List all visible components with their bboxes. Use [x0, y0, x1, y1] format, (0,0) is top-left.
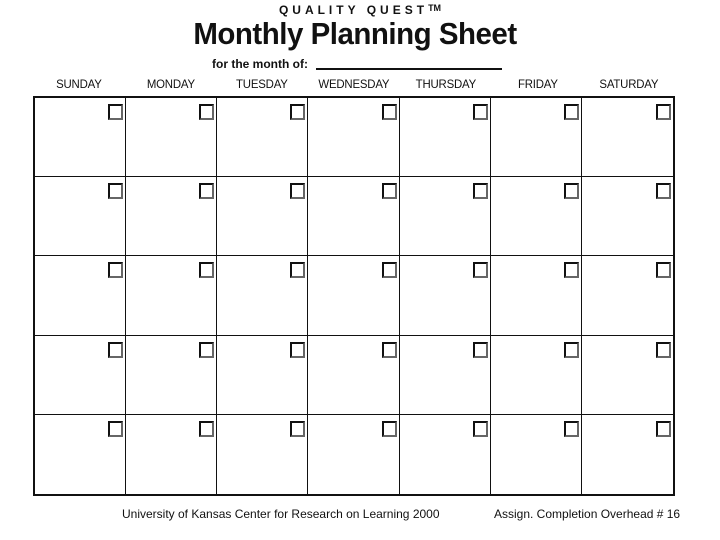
calendar-day-cell[interactable] [217, 415, 308, 494]
weekday-label-tuesday: TUESDAY [236, 77, 289, 91]
calendar-day-cell[interactable] [400, 415, 491, 494]
calendar-day-cell[interactable] [308, 256, 399, 335]
weekday-label-friday: FRIDAY [517, 77, 558, 91]
day-checkbox[interactable] [382, 421, 397, 437]
day-checkbox[interactable] [656, 421, 671, 437]
day-checkbox[interactable] [473, 342, 488, 358]
footer-caption: Assign. Completion Overhead # 16 [494, 507, 681, 521]
calendar-day-cell[interactable] [400, 98, 491, 177]
day-checkbox[interactable] [108, 104, 123, 120]
weekday-label-saturday: SATURDAY [599, 77, 659, 91]
day-checkbox[interactable] [564, 183, 579, 199]
day-checkbox[interactable] [290, 421, 305, 437]
calendar-day-cell[interactable] [491, 177, 582, 256]
calendar-day-cell[interactable] [126, 336, 217, 415]
calendar-day-cell[interactable] [308, 415, 399, 494]
day-checkbox[interactable] [382, 342, 397, 358]
calendar-day-cell[interactable] [126, 177, 217, 256]
month-label: for the month of: [212, 57, 308, 71]
calendar-day-cell[interactable] [308, 177, 399, 256]
weekday-header [33, 77, 675, 95]
weekday-label-wednesday: WEDNESDAY [318, 77, 390, 91]
calendar-day-cell[interactable] [582, 177, 673, 256]
day-checkbox[interactable] [199, 183, 214, 199]
day-checkbox[interactable] [290, 342, 305, 358]
calendar-day-cell[interactable] [582, 256, 673, 335]
footer-source: University of Kansas Center for Research on Learning 2000 [122, 507, 440, 521]
day-checkbox[interactable] [382, 183, 397, 199]
day-checkbox[interactable] [199, 421, 214, 437]
day-checkbox[interactable] [382, 104, 397, 120]
day-checkbox[interactable] [656, 342, 671, 358]
calendar-day-cell[interactable] [35, 336, 126, 415]
month-blank-line[interactable] [316, 68, 502, 70]
day-checkbox[interactable] [564, 104, 579, 120]
calendar-day-cell[interactable] [35, 98, 126, 177]
calendar-day-cell[interactable] [35, 256, 126, 335]
calendar-day-cell[interactable] [491, 98, 582, 177]
day-checkbox[interactable] [473, 183, 488, 199]
calendar-day-cell[interactable] [35, 177, 126, 256]
calendar-day-cell[interactable] [582, 336, 673, 415]
day-checkbox[interactable] [656, 104, 671, 120]
trademark-symbol: TM [428, 3, 442, 13]
calendar-day-cell[interactable] [217, 256, 308, 335]
calendar-day-cell[interactable] [308, 336, 399, 415]
day-checkbox[interactable] [656, 262, 671, 278]
page-title: Monthly Planning Sheet [193, 16, 517, 51]
calendar-day-cell[interactable] [35, 415, 126, 494]
brand-name [0, 3, 720, 17]
calendar-day-cell[interactable] [217, 177, 308, 256]
weekday-label-sunday: SUNDAY [56, 77, 102, 91]
day-checkbox[interactable] [564, 342, 579, 358]
day-checkbox[interactable] [473, 421, 488, 437]
day-checkbox[interactable] [108, 262, 123, 278]
day-checkbox[interactable] [108, 183, 123, 199]
day-checkbox[interactable] [108, 421, 123, 437]
calendar-day-cell[interactable] [400, 336, 491, 415]
calendar-day-cell[interactable] [582, 415, 673, 494]
calendar-grid [33, 96, 675, 496]
calendar-day-cell[interactable] [126, 256, 217, 335]
weekday-label-monday: MONDAY [146, 77, 195, 91]
brand-text: QUALITY QUEST [278, 3, 429, 17]
calendar-day-cell[interactable] [308, 98, 399, 177]
day-checkbox[interactable] [473, 104, 488, 120]
day-checkbox[interactable] [199, 262, 214, 278]
calendar-day-cell[interactable] [582, 98, 673, 177]
day-checkbox[interactable] [473, 262, 488, 278]
calendar-day-cell[interactable] [491, 256, 582, 335]
day-checkbox[interactable] [564, 262, 579, 278]
calendar-day-cell[interactable] [126, 98, 217, 177]
day-checkbox[interactable] [656, 183, 671, 199]
calendar-day-cell[interactable] [126, 415, 217, 494]
month-field [212, 57, 502, 71]
day-checkbox[interactable] [108, 342, 123, 358]
calendar-day-cell[interactable] [400, 256, 491, 335]
calendar-day-cell[interactable] [217, 98, 308, 177]
weekday-label-thursday: THURSDAY [415, 77, 476, 91]
calendar-day-cell[interactable] [491, 415, 582, 494]
day-checkbox[interactable] [382, 262, 397, 278]
day-checkbox[interactable] [290, 104, 305, 120]
day-checkbox[interactable] [290, 262, 305, 278]
calendar-day-cell[interactable] [217, 336, 308, 415]
calendar-day-cell[interactable] [491, 336, 582, 415]
day-checkbox[interactable] [564, 421, 579, 437]
calendar-day-cell[interactable] [400, 177, 491, 256]
day-checkbox[interactable] [199, 104, 214, 120]
day-checkbox[interactable] [290, 183, 305, 199]
day-checkbox[interactable] [199, 342, 214, 358]
